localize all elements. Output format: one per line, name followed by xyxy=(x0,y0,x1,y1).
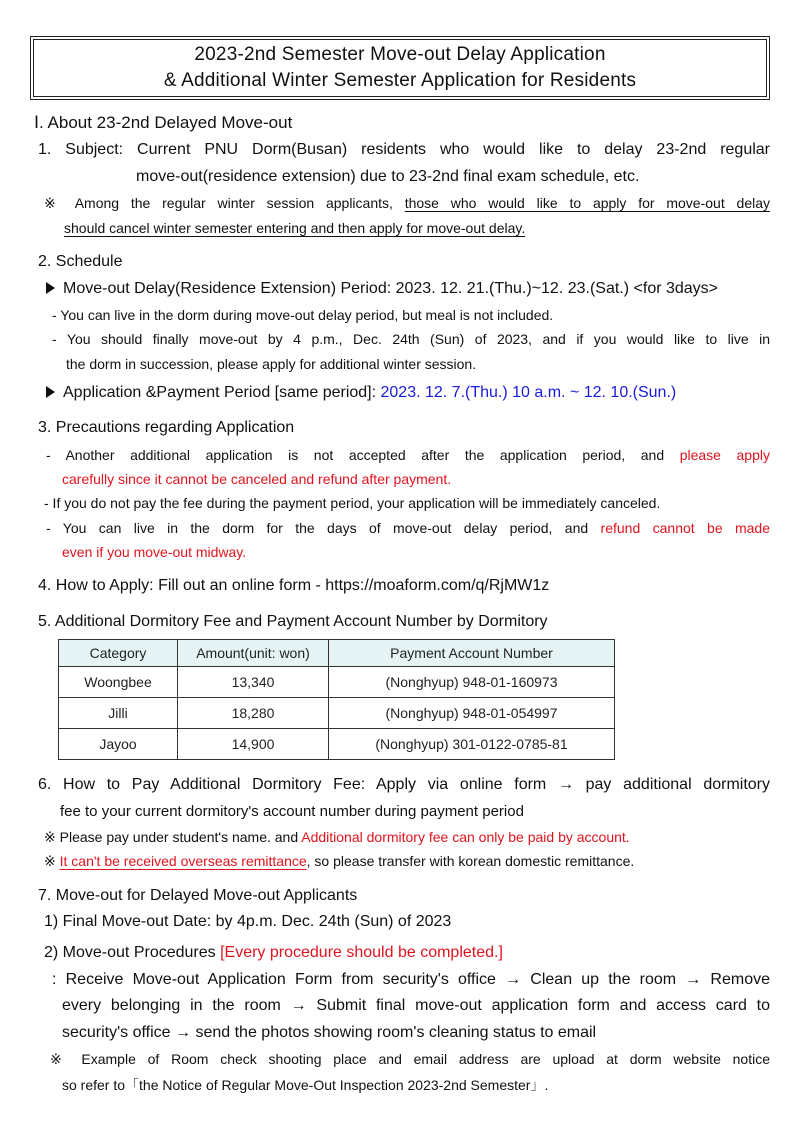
schedule-bullet-final-moveout-1: - You should finally move-out by 4 p.m., Dec. 24th (Sun) of 2023, and if you would like to live in xyxy=(52,331,770,347)
pay-note-2-mark: ※ xyxy=(44,853,60,869)
note-plain-text: Among the regular winter session applicants, xyxy=(74,195,405,211)
how-to-pay-line-1: 6. How to Pay Additional Dormitory Fee: Apply via online form → pay additional dormitory xyxy=(38,776,770,793)
cell-category: Jayoo xyxy=(59,729,178,760)
precaution-1-red-1: please apply xyxy=(679,447,770,463)
cell-category: Woongbee xyxy=(59,667,178,698)
triangle-bullet-icon xyxy=(46,282,55,294)
delay-period-line xyxy=(46,280,718,298)
precaution-item-1-line-2: carefully since it cannot be canceled and refund after payment. xyxy=(62,471,452,487)
title-box xyxy=(33,39,767,97)
title-line-2: & Additional Winter Semester Application for Residents xyxy=(163,70,637,91)
precautions-heading: 3. Precautions regarding Application xyxy=(38,419,295,436)
fees-heading: 5. Additional Dormitory Fee and Payment Account Number by Dormitory xyxy=(38,613,548,630)
cell-account: (Nonghyup) 948-01-054997 xyxy=(329,698,615,729)
winter-cancel-note-line-1 xyxy=(44,195,770,212)
cell-amount: 14,900 xyxy=(178,729,329,760)
section-heading-about: Ⅰ. About 23-2nd Delayed Move-out xyxy=(34,113,293,132)
table-row xyxy=(59,667,615,698)
application-period-label: Application &Payment Period [same period]: xyxy=(63,384,381,401)
precaution-item-3-line-1 xyxy=(46,520,770,536)
schedule-bullet-meal: - You can live in the dorm during move-out delay period, but meal is not included. xyxy=(52,307,554,323)
schedule-bullet-final-moveout-2: the dorm in succession, please apply for additional winter session. xyxy=(66,356,477,372)
triangle-bullet-icon xyxy=(46,386,55,398)
winter-cancel-note-line-2: should cancel winter semester entering and then apply for move-out delay. xyxy=(64,220,526,236)
cell-account: (Nonghyup) 948-01-160973 xyxy=(329,667,615,698)
pay-note-1-plain: ※ Please pay under student's name. and xyxy=(44,829,302,845)
precaution-item-3-line-2: even if you move-out midway. xyxy=(62,544,247,560)
fees-table xyxy=(58,639,615,760)
subject-line-1: 1. Subject: Current PNU Dorm(Busan) residents who would like to delay 23-2nd regular xyxy=(38,141,770,158)
schedule-heading: 2. Schedule xyxy=(38,253,123,270)
note-underlined-text-1: those who would like to apply for move-out delay xyxy=(404,195,770,211)
column-header-category: Category xyxy=(59,640,178,667)
how-to-pay-line-2: fee to your current dormitory's account number during payment period xyxy=(60,803,524,820)
column-header-amount: Amount(unit: won) xyxy=(178,640,329,667)
procedures-label: 2) Move-out Procedures xyxy=(44,944,221,961)
moveout-procedures xyxy=(44,944,503,962)
application-period-line xyxy=(46,384,676,402)
pay-note-2-plain: , so please transfer with korean domestic remittance. xyxy=(306,853,635,869)
procedure-steps-line-1: : Receive Move-out Application Form from security's office → Clean up the room → Remove xyxy=(52,971,770,988)
precaution-3-plain: - You can live in the dorm for the days of move-out delay period, and xyxy=(46,520,601,536)
cell-amount: 13,340 xyxy=(178,667,329,698)
precaution-item-1-line-1 xyxy=(46,447,770,463)
table-row xyxy=(59,729,615,760)
how-to-apply[interactable]: 4. How to Apply: Fill out an online form - https://moaform.com/q/RjMW1z xyxy=(38,577,550,594)
delay-period-text: Move-out Delay(Residence Extension) Period: 2023. 12. 21.(Thu.)~12. 23.(Sat.) <for 3days> xyxy=(63,280,719,297)
table-header-row xyxy=(59,640,615,667)
pay-note-1-red: Additional dormitory fee can only be paid by account. xyxy=(301,829,630,845)
room-check-note-line-1: ※ Example of Room check shooting place and email address are upload at dorm website notice xyxy=(50,1051,770,1067)
procedures-red: [Every procedure should be completed.] xyxy=(220,944,503,961)
precaution-3-red-1: refund cannot be made xyxy=(600,520,770,536)
procedure-steps-line-2: every belonging in the room → Submit final move-out application form and access card to xyxy=(62,997,770,1014)
cell-category: Jilli xyxy=(59,698,178,729)
column-header-account: Payment Account Number xyxy=(329,640,615,667)
moveout-heading: 7. Move-out for Delayed Move-out Applicants xyxy=(38,887,358,904)
final-moveout-date: 1) Final Move-out Date: by 4p.m. Dec. 24th (Sun) of 2023 xyxy=(44,913,452,930)
procedure-steps-line-3: security's office → send the photos showing room's cleaning status to email xyxy=(62,1024,597,1041)
note-mark: ※ xyxy=(44,195,64,211)
room-check-note-line-2: so refer to「the Notice of Regular Move-Out Inspection 2023-2nd Semester」. xyxy=(62,1077,549,1093)
cell-amount: 18,280 xyxy=(178,698,329,729)
cell-account: (Nonghyup) 301-0122-0785-81 xyxy=(329,729,615,760)
application-period-dates: 2023. 12. 7.(Thu.) 10 a.m. ~ 12. 10.(Sun.) xyxy=(380,384,677,401)
pay-note-1 xyxy=(44,829,630,846)
table-row xyxy=(59,698,615,729)
precaution-1-plain: - Another additional application is not accepted after the application period, and xyxy=(46,447,680,463)
pay-note-2-red: It can't be received overseas remittance xyxy=(59,853,307,869)
precaution-item-2: - If you do not pay the fee during the payment period, your application will be immediately canceled. xyxy=(44,495,661,511)
title-line-1: 2023-2nd Semester Move-out Delay Application xyxy=(194,44,606,65)
subject-line-2: move-out(residence extension) due to 23-2nd final exam schedule, etc. xyxy=(136,168,640,185)
pay-note-2 xyxy=(44,853,634,870)
